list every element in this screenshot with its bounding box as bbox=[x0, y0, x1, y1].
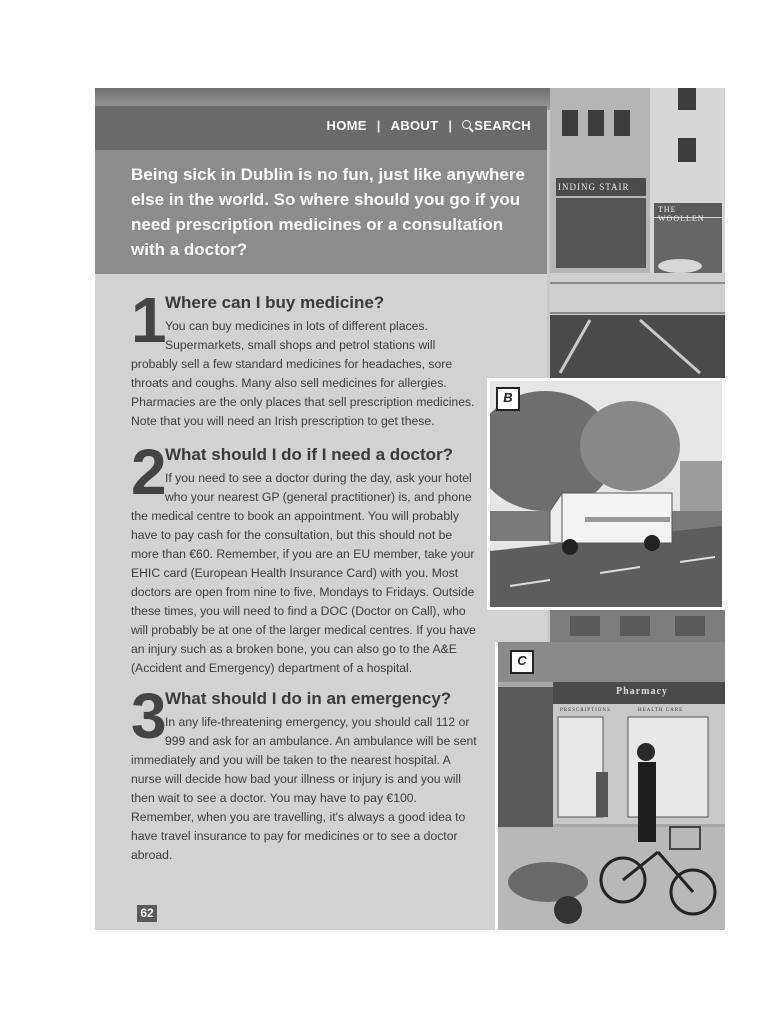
photo-ambulance-illustration bbox=[490, 381, 722, 607]
section-body-indented: If you need to see a doctor during the day, ask your hotel who your nearest GP (general practitioner) is, and phone bbox=[165, 471, 472, 504]
nav-search-label: SEARCH bbox=[474, 118, 531, 133]
nav-links bbox=[327, 118, 532, 133]
page-number: 62 bbox=[137, 905, 157, 922]
section-body-indented: In any life-threatening emergency, you should call 112 or 999 and ask for an ambulance. An ambulance will be sent bbox=[165, 715, 477, 748]
textbook-page bbox=[95, 88, 725, 930]
nav-search-link[interactable] bbox=[462, 118, 531, 133]
shop-sign: PRESCRIPTIONS bbox=[560, 708, 611, 713]
photo-building-strip bbox=[550, 610, 725, 642]
section-title: What should I do if I need a doctor? bbox=[165, 445, 454, 464]
shop-sign: THE WOOLLEN bbox=[658, 205, 705, 223]
section-number: 2 bbox=[131, 436, 167, 508]
nav-bar bbox=[95, 106, 547, 150]
nav-about-link[interactable]: ABOUT bbox=[390, 118, 439, 133]
section-body bbox=[131, 469, 483, 678]
nav-separator: | bbox=[448, 118, 453, 133]
intro-text: Being sick in Dublin is no fun, just like anywhere else in the world. So where should you go if you need prescription medicines or a consultation with a doctor? bbox=[131, 165, 525, 259]
section-1 bbox=[131, 284, 483, 431]
photo-pharmacy-illustration bbox=[498, 642, 725, 930]
intro-panel bbox=[95, 150, 547, 274]
photo-dublin-street bbox=[550, 88, 725, 378]
section-3 bbox=[131, 680, 483, 865]
section-body-rest: probably sell a few standard medicines for headaches, sore throats and coughs. Many also sell medicines for allergies. Pharmacies are the only places that sell prescription medicines. Note that you will need an Irish prescription to get these. bbox=[131, 357, 475, 428]
shop-sign: INDING STAIR bbox=[558, 182, 630, 192]
photo-dublin-street-illustration bbox=[550, 88, 725, 378]
search-icon bbox=[462, 120, 471, 129]
nav-home-link[interactable]: HOME bbox=[326, 118, 367, 133]
section-title: Where can I buy medicine? bbox=[165, 293, 385, 312]
section-body-indented: You can buy medicines in lots of different places. Supermarkets, small shops and petrol stations will bbox=[165, 319, 436, 352]
nav-separator: | bbox=[376, 118, 381, 133]
article-body bbox=[95, 274, 547, 930]
photo-label-b: B bbox=[496, 387, 520, 411]
section-2 bbox=[131, 436, 483, 678]
section-number: 3 bbox=[131, 680, 167, 752]
shop-sign: Pharmacy bbox=[616, 686, 668, 697]
section-body-rest: the medical centre to book an appointment. You will probably have to pay cash for the consultation, but this should not be more than €60. Remember, if you are an EU member, take your EHIC card (European Health Insurance Card) with you. Most doctors are open from nine to five, Mondays to Fridays. Outside these times, you will need to find a DOC (Doctor on Call), who will probably be at one of the larger medical centres. If you have an injury such as a broken bone, you can also go to the A&E (Accident and Emergency) department of a hospital. bbox=[131, 509, 476, 675]
section-number: 1 bbox=[131, 284, 167, 356]
section-body-rest: immediately and you will be taken to the nearest hospital. A nurse will decide how bad your illness or injury is and you will then wait to see a doctor. You may have to pay €100. Remember, when you are travelling, it's always a good idea to have travel insurance to pay for medicines or to see a doctor abroad. bbox=[131, 753, 466, 862]
shop-sign: HEALTH CARE bbox=[638, 708, 684, 713]
section-body bbox=[131, 713, 483, 865]
photo-label-c: C bbox=[510, 650, 534, 674]
photo-ambulance bbox=[487, 378, 725, 610]
section-title: What should I do in an emergency? bbox=[165, 689, 452, 708]
section-body bbox=[131, 317, 483, 431]
photo-pharmacy bbox=[495, 642, 725, 930]
building-strip-illustration bbox=[550, 610, 725, 642]
